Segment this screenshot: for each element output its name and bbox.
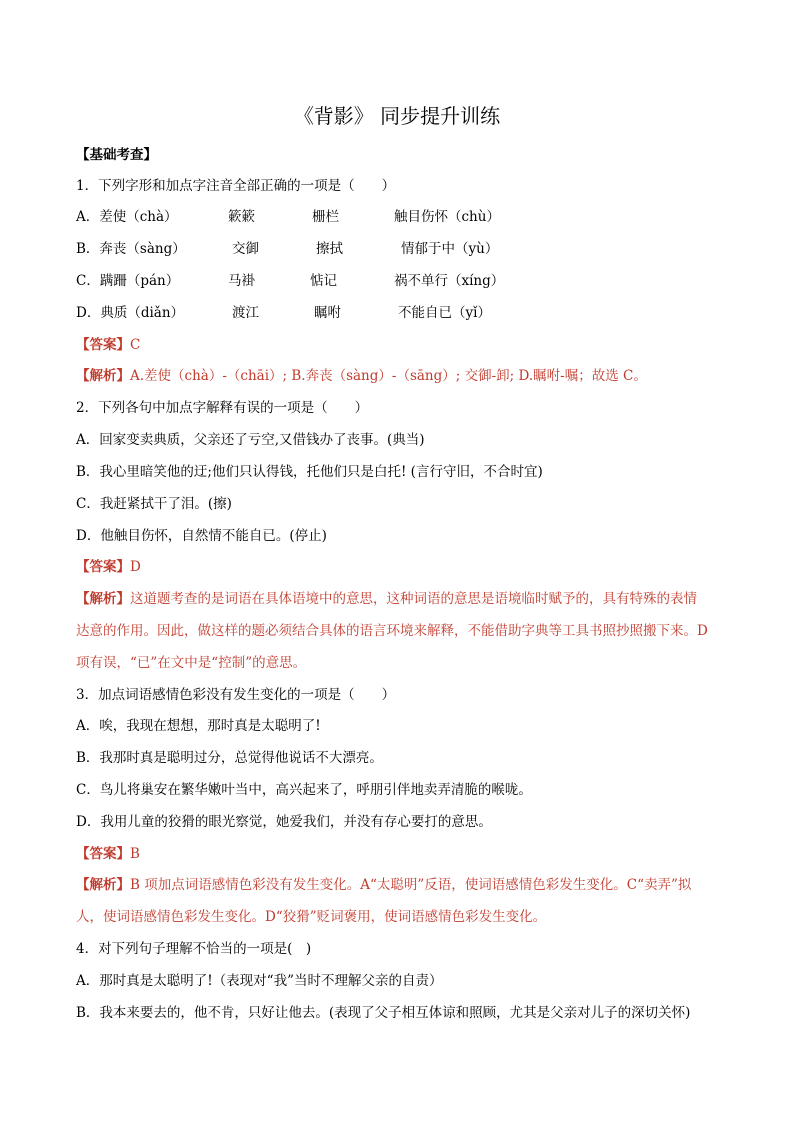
q4-stem: 4．对下列句子理解不恰当的一项是( ) bbox=[76, 941, 312, 957]
q2-option: D．他触目伤怀，自然情不能自已。(停止) bbox=[76, 528, 327, 544]
analysis-text: B 项加点词语感情色彩没有发生变化。A“太聪明”反语，使词语感情色彩发生变化。C“卖弄”拟 bbox=[130, 877, 692, 893]
q4-option: A．那时真是太聪明了!（表现对“我”当时不理解父亲的自责） bbox=[76, 973, 443, 989]
q2-analysis-cont: 项有误，“已”在文中是“控制”的意思。 bbox=[76, 655, 307, 671]
q1-option-cell: D．典质（diǎn） bbox=[76, 305, 185, 321]
q1-option-cell: 栅栏 bbox=[312, 209, 339, 225]
q3-option: C．鸟儿将巢安在繁华嫩叶当中，高兴起来了，呼朋引伴地卖弄清脆的喉咙。 bbox=[76, 782, 532, 798]
section-heading: 【基础考查】 bbox=[76, 147, 157, 163]
q3-option: A．唉，我现在想想，那时真是太聪明了! bbox=[76, 718, 321, 734]
q2-option: B．我心里暗笑他的迂;他们只认得钱，托他们只是白托! (言行守旧，不合时宜) bbox=[76, 464, 543, 480]
q1-option-cell: C．蹒跚（pán） bbox=[76, 273, 180, 289]
page-title: 《背影》 同步提升训练 bbox=[293, 104, 501, 128]
q2-option: C．我赶紧拭干了泪。(擦) bbox=[76, 496, 232, 512]
answer-label: 【答案】 bbox=[76, 337, 130, 353]
q1-option-row bbox=[76, 240, 726, 258]
answer-value: C bbox=[130, 337, 141, 353]
answer-label: 【答案】 bbox=[76, 846, 130, 862]
q2-answer bbox=[76, 558, 726, 576]
q3-analysis bbox=[76, 876, 726, 894]
q1-option-cell: 渡江 bbox=[232, 305, 259, 321]
analysis-label: 【解析】 bbox=[76, 877, 130, 893]
q1-option-cell: 情郁于中（yù） bbox=[401, 241, 499, 257]
q2-option: A．回家变卖典质，父亲还了亏空,又借钱办了丧事。(典当) bbox=[76, 432, 425, 448]
analysis-text: 这道题考查的是词语在具体语境中的意思，这种词语的意思是语境临时赋予的，具有特殊的表情 bbox=[130, 591, 697, 607]
q1-option-row bbox=[76, 208, 726, 226]
answer-value: D bbox=[130, 559, 141, 575]
q1-option-row bbox=[76, 304, 726, 322]
q3-analysis-cont: 人，使词语感情色彩发生变化。D“狡猾”贬词褒用，使词语感情色彩发生变化。 bbox=[76, 909, 547, 925]
q1-option-cell: 祸不单行（xíng） bbox=[394, 273, 505, 289]
q1-option-row bbox=[76, 272, 726, 290]
analysis-text: A.差使（chà）-（chāi）; B.奔丧（sàng）-（sāng）; 交御-卸; D.瞩咐-嘱；故选 C。 bbox=[130, 368, 647, 384]
q2-analysis-cont: 达意的作用。因此，做这样的题必须结合具体的语言环境来解释，不能借助字典等工具书照抄照搬下来。D bbox=[76, 623, 708, 639]
q1-answer bbox=[76, 336, 726, 354]
q1-option-cell: 瞩咐 bbox=[314, 305, 341, 321]
analysis-label: 【解析】 bbox=[76, 591, 130, 607]
q3-option: D．我用儿童的狡猾的眼光察觉，她爱我们，并没有存心要打的意思。 bbox=[76, 814, 492, 830]
q1-option-cell: 惦记 bbox=[310, 273, 337, 289]
q3-stem: 3．加点词语感情色彩没有发生变化的一项是（ ） bbox=[76, 687, 396, 703]
q1-option-cell: 马褂 bbox=[228, 273, 255, 289]
analysis-label: 【解析】 bbox=[76, 368, 130, 384]
q1-option-cell: B．奔丧（sàng） bbox=[76, 241, 186, 257]
q1-option-cell: A．差使（chà） bbox=[76, 209, 178, 225]
q2-analysis bbox=[76, 590, 726, 608]
answer-value: B bbox=[130, 846, 140, 862]
q1-analysis bbox=[76, 367, 726, 385]
q2-stem: 2．下列各句中加点字解释有误的一项是（ ） bbox=[76, 400, 369, 416]
q1-option-cell: 簌簌 bbox=[228, 209, 255, 225]
answer-label: 【答案】 bbox=[76, 559, 130, 575]
q3-answer bbox=[76, 845, 726, 863]
q3-option: B．我那时真是聪明过分，总觉得他说话不大漂亮。 bbox=[76, 750, 383, 766]
q1-option-cell: 不能自已（yǐ） bbox=[398, 305, 491, 321]
q1-option-cell: 交御 bbox=[232, 241, 259, 257]
q4-option: B．我本来要去的，他不肯，只好让他去。(表现了父子相互体谅和照顾，尤其是父亲对儿子的深切关怀) bbox=[76, 1005, 691, 1021]
q1-stem: 1．下列字形和加点字注音全部正确的一项是（ ） bbox=[76, 178, 396, 194]
q1-option-cell: 触目伤怀（chù） bbox=[394, 209, 500, 225]
q1-option-cell: 擦拭 bbox=[316, 241, 343, 257]
